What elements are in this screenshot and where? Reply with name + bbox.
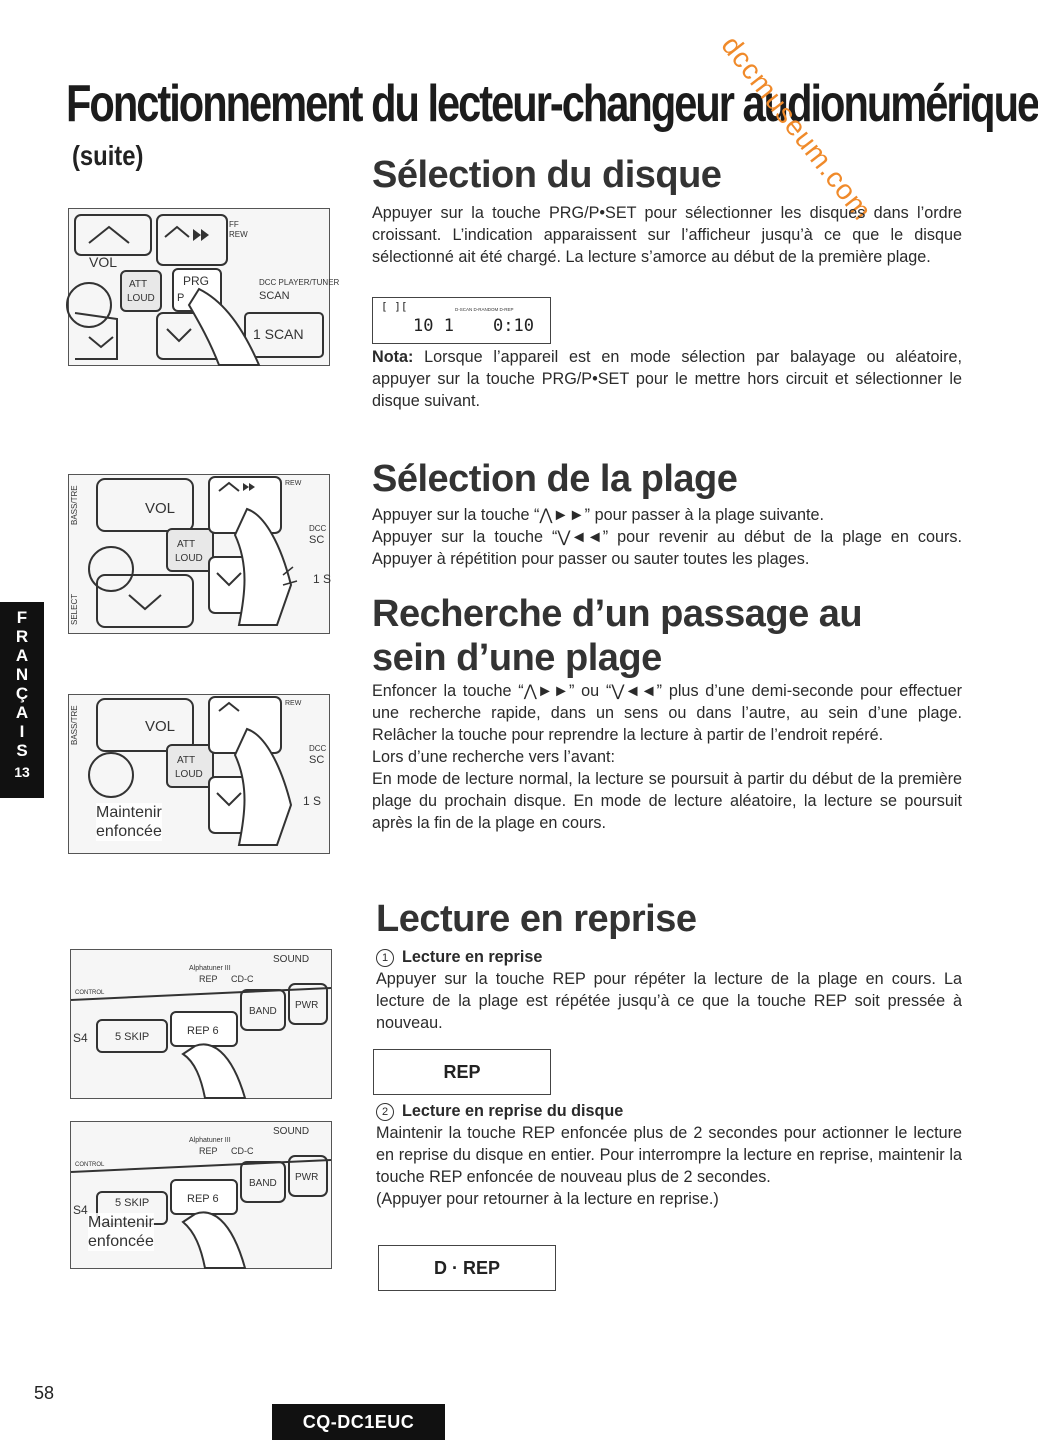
svg-text:PWR: PWR [295,1172,319,1183]
heading-search-line2: sein d’une plage [372,637,662,679]
caption-line1: Maintenir [96,804,162,821]
svg-text:REW: REW [285,700,302,707]
fig1-vol-label: VOL [89,254,118,270]
figure-track-buttons [68,474,330,634]
section-number: 13 [14,764,30,780]
lcd-time: 0:10 [493,316,534,336]
svg-text:SOUND: SOUND [273,954,310,965]
figure-d-rep-caption [88,1213,154,1251]
svg-text:SOUND: SOUND [273,1126,310,1137]
svg-text:CONTROL: CONTROL [75,1162,105,1168]
svg-text:BAND: BAND [249,1006,277,1017]
track-prev-text: Appuyer sur la touche “⋁◄◄” pour revenir au début de la plage en cours. Appuyer à répétition pour passer ou sauter toutes les plages. [372,528,962,568]
svg-text:VOL: VOL [145,500,176,517]
svg-text:FF: FF [229,220,239,229]
model-badge: CQ-DC1EUC [272,1404,445,1440]
repeat-sub2-note: (Appuyer pour retourner à la lecture en reprise.) [376,1190,719,1208]
search-text [372,680,962,834]
svg-text:ATT: ATT [129,279,148,290]
caption-line2: enfoncée [96,823,162,840]
search-body-1: Enfoncer la touche “⋀►►” ou “⋁◄◄” plus d’une demi-seconde pour effectuer une recherche rapide, dans un sens ou dans l’autre, au sein d’une plage. Relâcher la touche pour reprendre la lecture à partir de l’endroit repéré. [372,682,962,744]
lcd-indicator: [ ][ [381,300,408,313]
svg-text:REP 6: REP 6 [187,1193,219,1205]
svg-text:CONTROL: CONTROL [75,990,105,996]
figure-search-caption [96,803,162,841]
svg-text:PRG: PRG [183,274,210,288]
svg-text:REP: REP [199,1146,218,1156]
repeat-sub2-title-text: Lecture en reprise du disque [402,1102,624,1120]
lcd-display [372,297,551,344]
svg-text:ATT: ATT [177,539,196,550]
language-letter: I [19,722,25,741]
svg-text:BASS/TRE: BASS/TRE [70,705,79,745]
language-letter: A [15,646,29,665]
svg-text:Alphatuner III: Alphatuner III [189,965,231,972]
track-next-text: Appuyer sur la touche “⋀►►” pour passer à la plage suivante. [372,506,825,524]
svg-text:SELECT: SELECT [70,593,79,625]
language-letter: A [15,703,29,722]
svg-text:S4: S4 [73,1203,88,1217]
svg-text:S4: S4 [73,1031,88,1045]
note-text: Lorsque l’appareil est en mode sélection par balayage ou aléatoire, appuyer sur la touche PRG/P•SET pour le mettre hors circuit et sélectionner le disque suivant. [372,348,962,410]
language-letter: N [15,665,29,684]
note-label: Nota: [372,348,414,366]
circled-number: 2 [376,1103,394,1121]
heading-repeat: Lecture en reprise [376,898,697,940]
svg-text:SC: SC [309,534,325,546]
svg-text:REW: REW [229,230,248,239]
svg-text:SCAN: SCAN [259,290,290,302]
svg-text:SC: SC [309,754,325,766]
caption-line2: enfoncée [88,1233,154,1250]
svg-text:Alphatuner III: Alphatuner III [189,1137,231,1144]
rep-display-box: REP [373,1049,551,1095]
language-letter: R [15,627,29,646]
circled-number: 1 [376,949,394,967]
language-tab [0,602,44,798]
svg-text:CD-C: CD-C [231,1146,254,1156]
repeat-sub2-text [376,1122,962,1210]
lcd-mode-labels: D-SCAN D-RANDOM D-REP [455,307,514,312]
heading-disc-selection: Sélection du disque [372,154,722,196]
repeat-sub2-body: Maintenir la touche REP enfoncée plus de 2 secondes pour actionner le lecture en reprise du disque en entier. Pour interrompre la lecture en reprise, maintenir la touche REP enfoncée de nouveau plus de 2 secondes. [376,1124,962,1186]
heading-search [372,592,862,680]
svg-text:BAND: BAND [249,1178,277,1189]
search-body-3: En mode de lecture normal, la lecture se poursuit à partir du début de la première plage du prochain disque. En mode de lecture aléatoire, la lecture se poursuit après la fin de la plage en cours. [372,770,962,832]
heading-track-selection: Sélection de la plage [372,458,738,500]
repeat-sub1-title-text: Lecture en reprise [402,948,543,966]
svg-text:ATT: ATT [177,755,196,766]
svg-text:5 SKIP: 5 SKIP [115,1031,150,1043]
svg-text:REP: REP [199,974,218,984]
svg-text:REW: REW [285,480,302,487]
search-body-2: Lors d’une recherche vers l’avant: [372,748,615,766]
language-letter: S [16,741,28,760]
disc-selection-text: Appuyer sur la touche PRG/P•SET pour sélectionner les disques dans l’ordre croissant. L’indication apparaissent sur l’afficheur jusqu’à ce que le disque sélectionné ait été chargé. La lecture s’amorce au début de la première plage. [372,204,962,266]
figure-rep-button [70,949,332,1099]
language-letter: Ç [15,684,29,703]
track-selection-text [372,504,962,570]
svg-text:LOUD: LOUD [127,293,155,304]
svg-text:LOUD: LOUD [175,553,203,564]
svg-text:DCC PLAYER/TUNER: DCC PLAYER/TUNER [259,278,340,287]
svg-text:CD-C: CD-C [231,974,254,984]
svg-text:REP 6: REP 6 [187,1025,219,1037]
svg-text:1 S: 1 S [303,794,322,808]
page-number: 58 [34,1383,55,1403]
heading-search-line1: Recherche d’un passage au [372,593,863,635]
repeat-sub1-text: Appuyer sur la touche REP pour répéter la lecture de la plage en cours. La lecture de la plage est répétée jusqu’à ce que la touche REP soit pressée à nouveau. [376,970,962,1032]
svg-text:5 SKIP: 5 SKIP [115,1197,150,1209]
repeat-sub1-title [376,946,962,968]
svg-text:1 S: 1 S [313,572,332,586]
disc-selection-note [372,346,962,412]
caption-line1: Maintenir [88,1214,154,1231]
watermark: dccmuseum.com [715,30,879,227]
svg-text:P: P [177,292,185,304]
svg-text:1 SCAN: 1 SCAN [253,326,304,342]
d-rep-display-box: D · REP [378,1245,556,1291]
svg-text:VOL: VOL [145,718,176,735]
figure-prg-button [68,208,340,366]
repeat-sub2-title [376,1100,962,1122]
svg-text:DCC: DCC [309,744,327,753]
svg-text:LOUD: LOUD [175,769,203,780]
page-title: Fonctionnement du lecteur-changeur audionumérique [66,75,1038,133]
page-subtitle: (suite) [72,140,144,171]
svg-text:BASS/TRE: BASS/TRE [70,485,79,525]
svg-text:DCC: DCC [309,524,327,533]
svg-text:PWR: PWR [295,1000,319,1011]
language-letter: F [16,608,28,627]
lcd-disc-number: 10 1 [413,316,454,336]
